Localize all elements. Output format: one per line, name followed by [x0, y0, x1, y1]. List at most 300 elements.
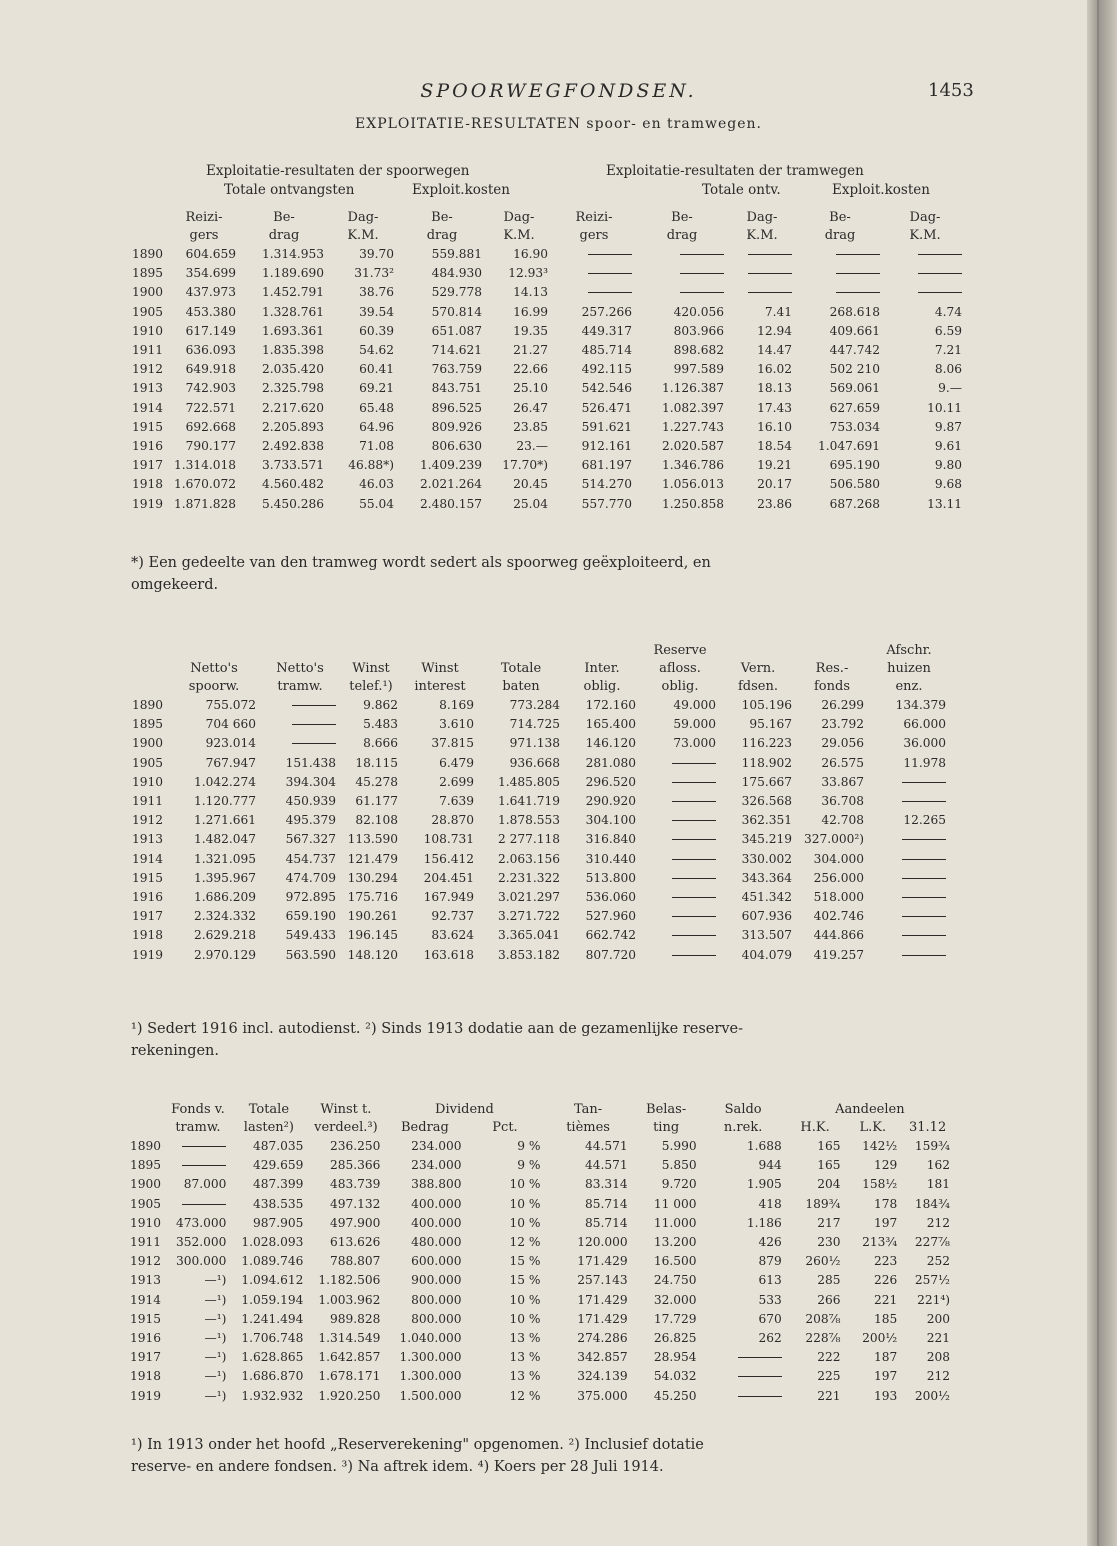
table-row [132, 850, 950, 869]
table-cell: 1.693.361 [261, 323, 324, 338]
table-cell: 46.03 [359, 477, 394, 492]
table-cell: 10 % [509, 1215, 541, 1230]
table-cell: 204.451 [423, 870, 474, 885]
table-cell: 1.227.743 [661, 419, 724, 434]
table-cell: 1.300.000 [399, 1369, 462, 1384]
table-cell: 171.429 [577, 1311, 628, 1326]
table-cell: 1.028.093 [241, 1235, 304, 1250]
table-cell: 221⁴) [917, 1292, 950, 1307]
table-cell: 142½ [862, 1139, 898, 1153]
table-cell: 11.000 [653, 1215, 697, 1230]
col-header [168, 642, 260, 660]
dash-line [588, 292, 632, 293]
table-cell: 15 % [509, 1254, 541, 1269]
dash-line [902, 878, 946, 879]
year-cell: 1911 [130, 1235, 162, 1250]
table-cell: 536.060 [585, 890, 636, 905]
table-cell: 604.659 [185, 247, 236, 261]
sub-label-spoor-kosten: Exploit.kosten [412, 182, 510, 198]
table-cell: 569.061 [829, 381, 880, 396]
col-header: Dag- [746, 210, 778, 225]
table-cell: 105.196 [741, 698, 792, 712]
table-cell: 354.699 [185, 266, 236, 281]
table-cell: 454.737 [285, 851, 336, 866]
table-cell: 662.742 [585, 928, 636, 943]
table-cell: 3.610 [439, 717, 474, 732]
table-cell: 208 [926, 1350, 950, 1365]
table-cell: 495.379 [285, 813, 336, 828]
dash-line [748, 254, 792, 255]
table-cell: 24.750 [653, 1273, 697, 1288]
table-cell: 49.000 [673, 698, 716, 712]
year-cell: 1905 [132, 304, 164, 319]
table-cell: 497.900 [329, 1215, 381, 1230]
col-header: drag [426, 228, 458, 243]
year-cell: 1918 [130, 1369, 162, 1384]
table-cell: 989.828 [329, 1311, 381, 1326]
dash-line [292, 743, 336, 744]
table-cell: 1.686.209 [193, 890, 256, 905]
table-cell: 146.120 [585, 736, 636, 751]
table-cell: 26.575 [821, 755, 864, 770]
table-cell: 83.314 [585, 1177, 628, 1192]
table-cell: 69.21 [359, 381, 394, 396]
table-cell: 803.966 [673, 323, 724, 338]
page-number: 1453 [928, 80, 974, 101]
table-cell: 17.70*) [502, 458, 548, 473]
table-cell: 85.714 [585, 1196, 628, 1211]
table-cell: 134.379 [895, 698, 946, 712]
dash-line [672, 839, 716, 840]
table-cell: 444.866 [813, 928, 864, 943]
col-header: K.M. [503, 228, 535, 243]
year-cell: 1890 [132, 698, 164, 712]
running-title: SPOORWEGFONDSEN. [420, 80, 697, 102]
table-cell: 22.66 [513, 362, 548, 377]
table-cell: 19.35 [513, 323, 548, 338]
table-cell: 8.06 [934, 362, 962, 377]
table-row [132, 926, 950, 945]
table-cell: 9.720 [661, 1177, 697, 1192]
year-cell: 1890 [132, 247, 164, 261]
table-row [132, 456, 966, 475]
table-cell: 1.670.072 [173, 477, 236, 492]
table-cell: 26.47 [513, 400, 548, 415]
table-cell: 659.190 [285, 909, 336, 924]
table-cell: 5.990 [661, 1139, 697, 1153]
dash-line [918, 273, 962, 274]
year-cell: 1914 [130, 1292, 162, 1307]
table-cell: 1.878.553 [497, 813, 560, 828]
table-cell: 300.000 [175, 1254, 227, 1269]
table-cell: 714.725 [509, 717, 560, 732]
table-row [132, 792, 950, 811]
table-row [132, 341, 966, 360]
table-cell: 1.271.661 [193, 813, 256, 828]
table-cell: —¹) [204, 1388, 227, 1403]
table-cell: 18.13 [757, 381, 792, 396]
col-header: K.M. [746, 228, 778, 243]
table-cell: 28.954 [653, 1350, 697, 1365]
table-cell: 55.04 [359, 496, 394, 511]
col-header: afloss. [659, 661, 701, 676]
table-cell: 549.433 [285, 928, 336, 943]
table-cell: 767.947 [205, 755, 256, 770]
col-header: telef.¹) [349, 679, 393, 694]
table-row [132, 754, 950, 773]
dash-line [672, 782, 716, 783]
table-cell: 285 [817, 1273, 841, 1288]
table-cell: 345.219 [741, 832, 792, 847]
table-cell: 879 [758, 1254, 782, 1269]
year-cell: 1915 [132, 870, 164, 885]
table-row [130, 1291, 954, 1310]
table-cell: 190.261 [347, 909, 398, 924]
dash-line [748, 292, 792, 293]
table-cell: 447.742 [829, 343, 880, 358]
table-cell: 189¾ [805, 1196, 841, 1211]
table-cell: 175.667 [741, 774, 792, 789]
col-header: Belas- [646, 1102, 687, 1117]
dash-line [680, 292, 724, 293]
dash-cell [701, 1348, 786, 1367]
table-cell: 10.11 [927, 400, 962, 415]
col-header: Saldo [724, 1102, 762, 1117]
table-cell: 44.571 [585, 1158, 628, 1173]
table-cell: 12.94 [757, 323, 792, 338]
sub-label-tram-kosten: Exploit.kosten [832, 182, 930, 198]
book-binding [1087, 0, 1117, 1546]
col-header: H.K. [800, 1120, 830, 1135]
table-cell: 221 [926, 1331, 950, 1346]
table-cell: 39.70 [359, 247, 394, 261]
table-cell: 529.778 [431, 285, 482, 300]
col-header: tramw. [175, 1120, 221, 1135]
table-cell: 450.939 [285, 794, 336, 809]
table-cell: 388.800 [411, 1177, 462, 1192]
table-header-row [130, 1119, 954, 1137]
col-header: Res.- [815, 661, 849, 676]
sub-label-spoor-ontvangsten: Totale ontvangsten [224, 182, 355, 198]
table-cell: 1.409.239 [419, 458, 482, 473]
dash-line [588, 254, 632, 255]
table-cell: 87.000 [183, 1177, 227, 1192]
table-cell: 281.080 [585, 755, 636, 770]
col-header: Fonds v. [171, 1102, 225, 1117]
table-cell: 178 [873, 1196, 898, 1211]
table-cell: 10 % [509, 1196, 541, 1211]
table-row [132, 283, 966, 302]
table-cell: 670 [758, 1311, 782, 1326]
table-cell: 16.99 [513, 304, 548, 319]
table-row [132, 418, 966, 437]
table-cell: 1.314.549 [318, 1331, 381, 1346]
table-cell: 12 % [509, 1235, 541, 1250]
col-header [478, 642, 564, 660]
table-cell: 1.452.791 [261, 285, 324, 300]
table-cell: 1.314.953 [261, 247, 324, 261]
table-cell: 2.492.838 [261, 439, 324, 454]
year-cell: 1910 [130, 1215, 162, 1230]
col-header: Dag- [503, 210, 535, 225]
table-row [130, 1271, 954, 1290]
table-cell: 483.739 [329, 1177, 381, 1192]
dash-cell [728, 245, 796, 264]
table-cell: 514.270 [581, 477, 632, 492]
table-cell: 45.278 [355, 774, 398, 789]
table-cell: 13 % [509, 1350, 541, 1365]
table-cell: 196.145 [347, 928, 398, 943]
table-cell: 6.479 [439, 755, 474, 770]
dash-cell [701, 1387, 786, 1406]
dash-line [292, 705, 336, 706]
table-cell: 15 % [509, 1273, 541, 1288]
table-cell: 1.250.858 [661, 496, 724, 511]
table-cell: 3.733.571 [261, 458, 324, 473]
col-header: Inter. [584, 661, 620, 676]
table-cell: 12.265 [903, 813, 946, 828]
table-cell: 20.45 [513, 477, 548, 492]
table-cell: 394.304 [285, 774, 336, 789]
table-cell: 32.000 [653, 1292, 697, 1307]
table-cell: 429.659 [252, 1158, 304, 1173]
dash-cell [868, 830, 950, 849]
table-cell: 116.223 [741, 736, 792, 751]
table-cell: 480.000 [411, 1235, 462, 1250]
table-cell: 181 [926, 1177, 950, 1192]
table-cell: 1.482.047 [193, 832, 256, 847]
table-cell: 2.480.157 [419, 496, 482, 511]
table-cell: 217 [817, 1215, 841, 1230]
table-cell: 7.639 [439, 794, 474, 809]
dash-line [672, 955, 716, 956]
col-header: Winst [421, 661, 459, 676]
table-cell: 10 % [509, 1311, 541, 1326]
table-cell: 158½ [862, 1177, 898, 1192]
col-header: Dividend [435, 1102, 494, 1117]
year-cell: 1905 [132, 755, 164, 770]
table-row [132, 303, 966, 322]
table-cell: 268.618 [829, 304, 880, 319]
col-header: Afschr. [886, 643, 932, 658]
table-cell: 60.39 [359, 323, 394, 338]
table-cell: 2.629.218 [193, 928, 256, 943]
table-row [130, 1367, 954, 1386]
col-header: gers [189, 228, 219, 243]
table-cell: 570.814 [431, 304, 482, 319]
table-cell: 3.853.182 [497, 947, 560, 962]
table-cell: 375.000 [577, 1388, 628, 1403]
table-cell: 1.688 [746, 1139, 782, 1153]
col-header: ting [653, 1120, 680, 1135]
dash-cell [640, 773, 720, 792]
col-header: Reserve [653, 643, 707, 658]
sub-label-tram-ontvangsten: Totale ontv. [702, 182, 781, 198]
table-cell: 200½ [914, 1388, 950, 1403]
table-cell: 1.182.506 [318, 1273, 381, 1288]
table-cell: 695.190 [829, 458, 880, 473]
dash-line [182, 1204, 226, 1205]
profit-reserve-table [132, 642, 950, 965]
dash-cell [701, 1367, 786, 1386]
col-header: Vern. [740, 661, 776, 676]
table-cell: 518.000 [813, 890, 864, 905]
table-cell: 25.04 [513, 496, 548, 511]
dash-cell [636, 264, 728, 283]
year-cell: 1919 [132, 947, 164, 962]
table-cell: 1.485.805 [497, 774, 560, 789]
dash-line [672, 897, 716, 898]
table-cell: 120.000 [577, 1235, 628, 1250]
table-cell: 167.949 [423, 890, 474, 905]
table-cell: 492.115 [581, 362, 632, 377]
table-cell: 42.708 [821, 813, 864, 828]
table-cell: 85.714 [585, 1215, 628, 1230]
table-cell: 2.020.587 [661, 439, 724, 454]
table-cell: 9.61 [934, 439, 962, 454]
col-header: Be- [671, 210, 693, 225]
dash-cell [640, 946, 720, 965]
dash-line [918, 254, 962, 255]
col-header: Be- [829, 210, 851, 225]
table-cell: 1.059.194 [241, 1292, 304, 1307]
table-cell: 485.714 [581, 343, 632, 358]
col-header: Netto's [190, 661, 238, 676]
footnote-line: ¹) In 1913 onder het hoofd „Reserverekening" opgenomen. ²) Inclusief dotatie [131, 1437, 704, 1453]
col-header: Be- [273, 210, 295, 225]
year-cell: 1912 [130, 1254, 162, 1269]
table-cell: 187 [873, 1350, 898, 1365]
table-cell: 82.108 [355, 813, 398, 828]
table-cell: 46.88*) [348, 458, 394, 473]
table-cell: 290.920 [585, 794, 636, 809]
table-cell: 208⅞ [805, 1311, 841, 1326]
col-header: fdsen. [737, 679, 778, 694]
table-row [132, 946, 950, 965]
col-header: K.M. [347, 228, 379, 243]
table-cell: 513.800 [585, 870, 636, 885]
table-cell: 1.082.397 [661, 400, 724, 415]
table-cell: 71.08 [359, 439, 394, 454]
table-cell: 26.299 [821, 698, 864, 712]
table-row [130, 1233, 954, 1252]
table-row [130, 1310, 954, 1329]
table-cell: 14.47 [757, 343, 792, 358]
dash-line [902, 801, 946, 802]
table-cell: 9.80 [934, 458, 962, 473]
table-cell: 2.324.332 [193, 909, 256, 924]
year-cell: 1900 [132, 285, 164, 300]
table-cell: 651.087 [431, 323, 482, 338]
dash-line [902, 897, 946, 898]
table-cell: 304.100 [585, 813, 636, 828]
table-cell: 807.720 [585, 947, 636, 962]
table-cell: 944 [758, 1158, 782, 1173]
col-header: oblig. [661, 679, 699, 694]
table-cell: 8.666 [363, 736, 398, 751]
dash-cell [260, 715, 340, 734]
table-row [132, 322, 966, 341]
table-row [132, 475, 966, 494]
table-header-row [130, 1101, 954, 1119]
col-header: K.M. [909, 228, 941, 243]
table-cell: 92.737 [431, 909, 474, 924]
dash-cell [166, 1137, 231, 1156]
table-cell: 61.177 [355, 794, 398, 809]
dash-cell [640, 754, 720, 773]
table-cell: 54.62 [359, 343, 394, 358]
year-cell: 1895 [130, 1158, 162, 1173]
table-cell: 10 % [509, 1177, 541, 1192]
table-cell: 20.17 [757, 477, 792, 492]
table-cell: 487.399 [252, 1177, 304, 1192]
dash-cell [640, 811, 720, 830]
table-cell: 23.86 [757, 496, 792, 511]
table-cell: 108.731 [423, 832, 474, 847]
col-header: Totale [500, 661, 542, 676]
dash-cell [884, 264, 966, 283]
table-cell: 129 [873, 1158, 898, 1173]
table-header-row [132, 642, 950, 660]
table-cell: 113.590 [347, 832, 398, 847]
table-row [132, 811, 950, 830]
table-header-row [132, 678, 950, 696]
table-cell: 936.668 [509, 755, 560, 770]
table-cell: 2.035.420 [261, 362, 324, 377]
col-header: drag [268, 228, 300, 243]
table-cell: 773.284 [509, 698, 560, 712]
dash-line [680, 254, 724, 255]
table-cell: 200 [926, 1311, 950, 1326]
table-cell: 2.325.798 [261, 381, 324, 396]
table-cell: 497.132 [329, 1196, 381, 1211]
table-cell: 262 [758, 1331, 782, 1346]
year-cell: 1919 [130, 1388, 162, 1403]
col-header: Bedrag [401, 1120, 449, 1135]
table-cell: 617.149 [185, 323, 236, 338]
table-cell: 1.346.786 [661, 458, 724, 473]
dash-cell [868, 850, 950, 869]
dash-line [836, 292, 880, 293]
table-cell: 23.— [516, 439, 548, 454]
dash-line [836, 273, 880, 274]
table-cell: —¹) [204, 1292, 227, 1307]
table-cell: 44.571 [585, 1139, 628, 1153]
table-cell: 342.857 [577, 1350, 628, 1365]
table-cell: 971.138 [509, 736, 560, 751]
table-cell: 362.351 [741, 813, 792, 828]
dash-cell [640, 869, 720, 888]
year-cell: 1914 [132, 851, 164, 866]
table-cell: 21.27 [513, 343, 548, 358]
year-cell: 1919 [132, 496, 164, 511]
table-cell: 73.000 [673, 736, 716, 751]
year-cell: 1916 [130, 1331, 162, 1346]
table-cell: 1.120.777 [193, 794, 256, 809]
table-cell: 31.73² [354, 266, 394, 281]
table-cell: 121.479 [347, 851, 398, 866]
table-row [132, 888, 950, 907]
col-header [564, 642, 640, 660]
table-cell: 330.002 [741, 851, 792, 866]
table-cell: 163.618 [423, 947, 474, 962]
table-cell: 788.807 [329, 1254, 381, 1269]
table-cell: 19.21 [757, 458, 792, 473]
table-cell: 18.115 [355, 755, 398, 770]
col-header: L.K. [859, 1120, 887, 1135]
table-cell: 148.120 [347, 947, 398, 962]
table-cell: 343.364 [741, 870, 792, 885]
